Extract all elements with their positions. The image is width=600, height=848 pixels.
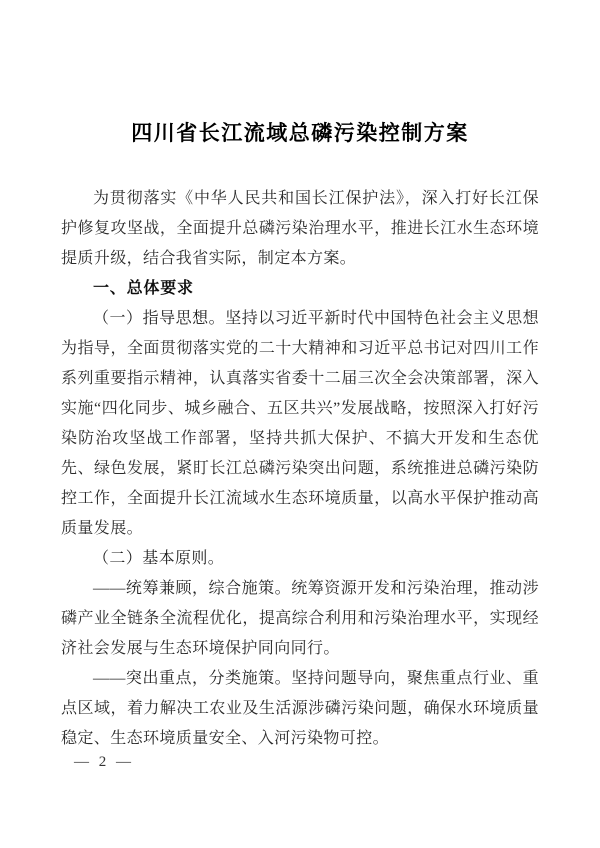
paragraph: （一）指导思想。坚持以习近平新时代中国特色社会主义思想为指导，全面贯彻落实党的二十大精神和习近平总书记对四川工作系列重要指示精神，认真落实省委十二届三次全会决策部署，深入实施“四化同步、城乡融合、五区共兴”发展战略，按照深入打好污染防治攻坚战工作部署，坚持共抓大保护、不搞大开发和生态优先、绿色发展，紧盯长江总磷污染突出问题，系统推进总磷污染防控工作，全面提升长江流域水生态环境质量，以高水平保护推动高质量发展。	[61, 310, 539, 537]
document-body	[61, 184, 539, 754]
paragraph: ——突出重点，分类施策。坚持问题导向，聚焦重点行业、重点区域，着力解决工农业及生活源涉磷污染问题，确保水环境质量稳定、生态环境质量安全、入河污染物可控。	[61, 670, 539, 747]
page-number: — 2 —	[74, 754, 134, 770]
paragraph: ——统筹兼顾，综合施策。统筹资源开发和污染治理，推动涉磷产业全链条全流程优化，提高综合利用和污染治理水平，实现经济社会发展与生态环境保护同向同行。	[61, 580, 539, 657]
paragraph: 为贯彻落实《中华人民共和国长江保护法》，深入打好长江保护修复攻坚战，全面提升总磷污染治理水平，推进长江水生态环境提质升级，结合我省实际，制定本方案。	[61, 190, 539, 267]
section-heading: 一、总体要求	[93, 280, 194, 297]
document-title: 四川省长江流域总磷污染控制方案	[131, 121, 469, 145]
paragraph	[61, 544, 539, 574]
paragraph-lead: （二）基本原则。	[93, 550, 225, 567]
paragraph-lead: ——突出重点，分类施策。	[93, 670, 292, 687]
paragraph-lead: ——统筹兼顾，综合施策。	[93, 580, 292, 597]
paragraph-lead: （一）指导思想。	[93, 310, 226, 327]
